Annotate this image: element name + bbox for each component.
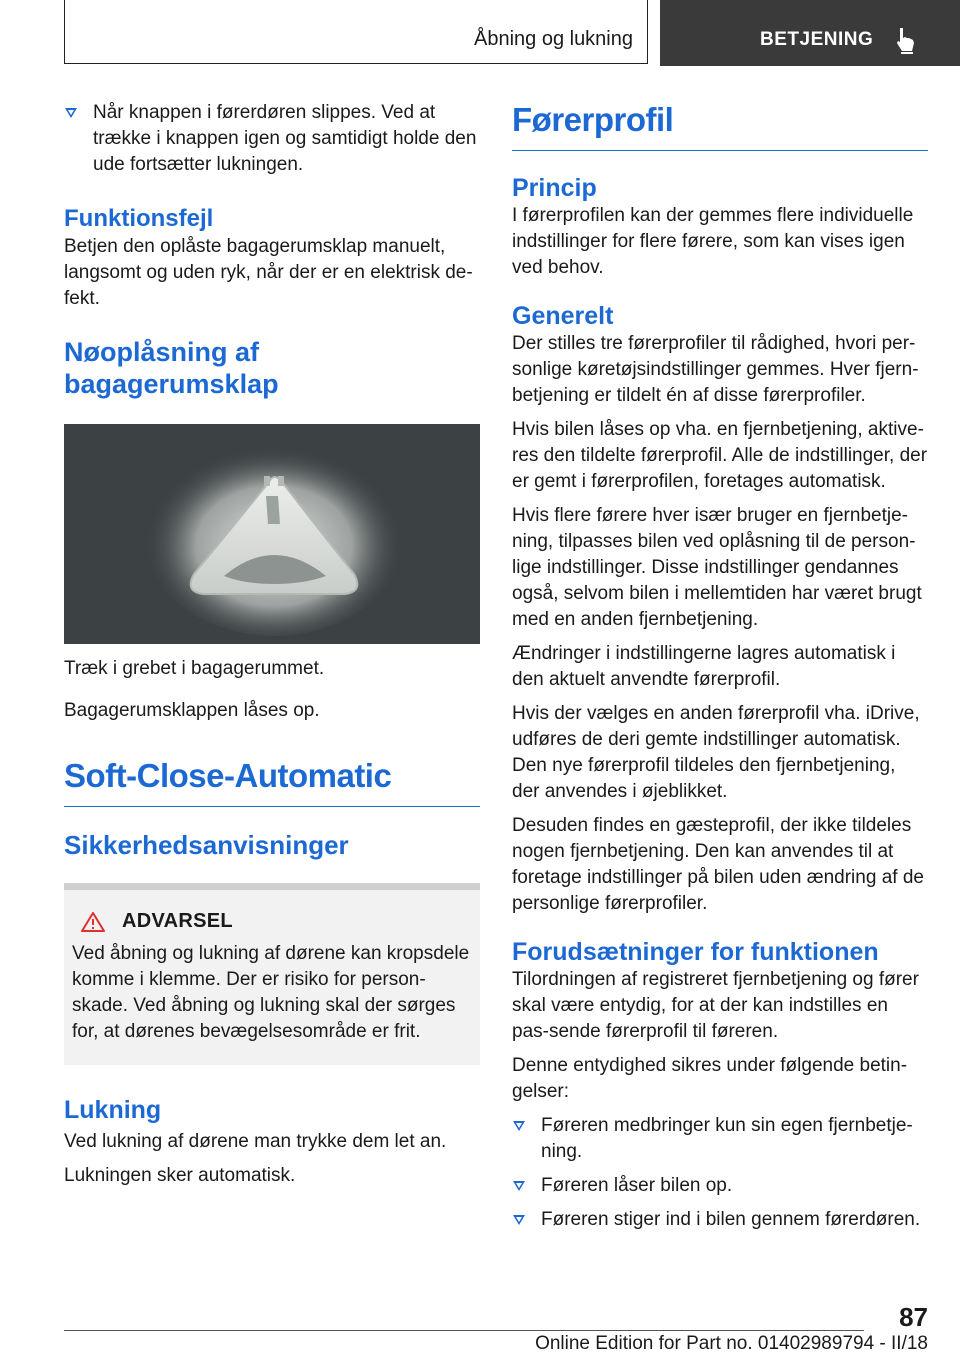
generelt-text-4: Ændringer i indstillingerne lagres automatisk i den aktuelt anvendte førerprofil.	[512, 643, 896, 690]
warning-text: Ved åbning og lukning af dørene kan kropsdele komme i klemme. Der er risiko for person-skade. Ved åbning og lukning skal der sørges for, at dørenes bevægelsesområde er frit.	[72, 943, 470, 1042]
funktionsfejl-heading: Funktionsfejl	[64, 205, 214, 232]
generelt-text-6: Desuden findes en gæsteprofil, der ikke tildeles nogen fjernbetjening. Den kan anvendes til at foretage indstillinger på bilen uden ændring af de personlige førerprofiler.	[512, 815, 924, 914]
lukning-text-1: Ved lukning af dørene man trykke dem let an.	[64, 1131, 447, 1152]
bullet-triangle-icon	[513, 1121, 525, 1131]
bullet-triangle-icon	[65, 108, 77, 118]
right-column	[512, 100, 928, 1233]
hand-pointer-icon	[892, 26, 918, 54]
driver-profile-heading: Førerprofil	[512, 100, 928, 151]
soft-close-heading: Soft-Close-Automatic	[64, 756, 480, 807]
header-section-tab	[64, 0, 648, 64]
funktionsfejl-text: Betjen den oplåste bagagerumsklap manuelt, langsomt og uden ryk, når der er en elektrisk de-fekt.	[64, 236, 473, 309]
bullet-text: Når knappen i førerdøren slippes. Ved at trække i knappen igen og samtidigt holde den ude fortsætter lukningen.	[93, 102, 477, 175]
left-column	[64, 100, 480, 1189]
emergency-step-1: Træk i grebet i bagagerummet.	[64, 658, 325, 679]
bullet-triangle-icon	[513, 1215, 525, 1225]
princip-text: I førerprofilen kan der gemmes flere individuelle indstillinger for flere førere, som kan vises igen ved behov.	[512, 205, 914, 278]
footer-edition: Online Edition for Part no. 01402989794 - II/18	[535, 1333, 928, 1354]
generelt-text-2: Hvis bilen låses op vha. en fjernbetjening, aktive-res den tildelte førerprofil. Alle de indstillinger, der er gemt i førerprofilen, foretages automatisk.	[512, 419, 928, 492]
header-chapter-label: BETJENING	[760, 29, 874, 50]
list-item	[512, 1207, 928, 1233]
emergency-release-heading: Nøoplåsning af bagagerumsklap	[64, 337, 279, 399]
list-item	[512, 1173, 928, 1199]
princip-heading: Princip	[512, 174, 597, 202]
generelt-heading: Generelt	[512, 302, 614, 330]
emergency-step-2: Bagagerumsklappen låses op.	[64, 700, 320, 721]
prerequisites-text-1: Tilordningen af registreret fjernbetjening og fører skal være entydig, for at der kan indstilles en pas-sende førerprofil til føreren.	[512, 969, 919, 1042]
warning-box	[64, 883, 480, 1065]
generelt-text-5: Hvis der vælges en anden førerprofil vha. iDrive, udføres de deri gemte indstillinger automatisk. Den nye førerprofil tildeles den fjernbetjening, der anvendes i øjeblikket.	[512, 703, 920, 802]
prerequisites-heading: Forudsætninger for funktionen	[512, 938, 879, 966]
emergency-release-handle-photo	[64, 424, 480, 644]
bullet-text: Føreren stiger ind i bilen gennem førerdøren.	[541, 1209, 921, 1230]
footer-divider	[64, 1330, 864, 1331]
page-number: 87	[899, 1302, 928, 1332]
safety-subheading: Sikkerhedsanvisninger	[64, 830, 349, 860]
bullet-triangle-icon	[513, 1181, 525, 1191]
generelt-text-1: Der stilles tre førerprofiler til rådighed, hvori per-sonlige køretøjsindstillinger gemmes. Hver fjern-betjening er tildelt én af disse førerprofiler.	[512, 333, 919, 406]
lukning-heading: Lukning	[64, 1096, 162, 1124]
list-item	[64, 100, 480, 178]
warning-label: ADVARSEL	[122, 910, 233, 932]
bullet-text: Føreren medbringer kun sin egen fjernbetje-ning.	[541, 1115, 913, 1162]
header-chapter-tab	[660, 0, 960, 66]
generelt-text-3: Hvis flere førere hver især bruger en fjernbetje-ning, tilpasses bilen ved oplåsning til de person-lige indstillinger. Disse indstillinger gendannes også, selvom bilen i mellemtiden har været brugt med en anden fjernbetjening.	[512, 505, 922, 630]
header-section-title: Åbning og lukning	[473, 28, 633, 50]
bullet-text: Føreren låser bilen op.	[541, 1175, 733, 1196]
lukning-text-2: Lukningen sker automatisk.	[64, 1165, 296, 1186]
prerequisites-text-2: Denne entydighed sikres under følgende betin-gelser:	[512, 1055, 908, 1102]
warning-triangle-icon	[80, 911, 106, 933]
list-item	[512, 1113, 928, 1165]
